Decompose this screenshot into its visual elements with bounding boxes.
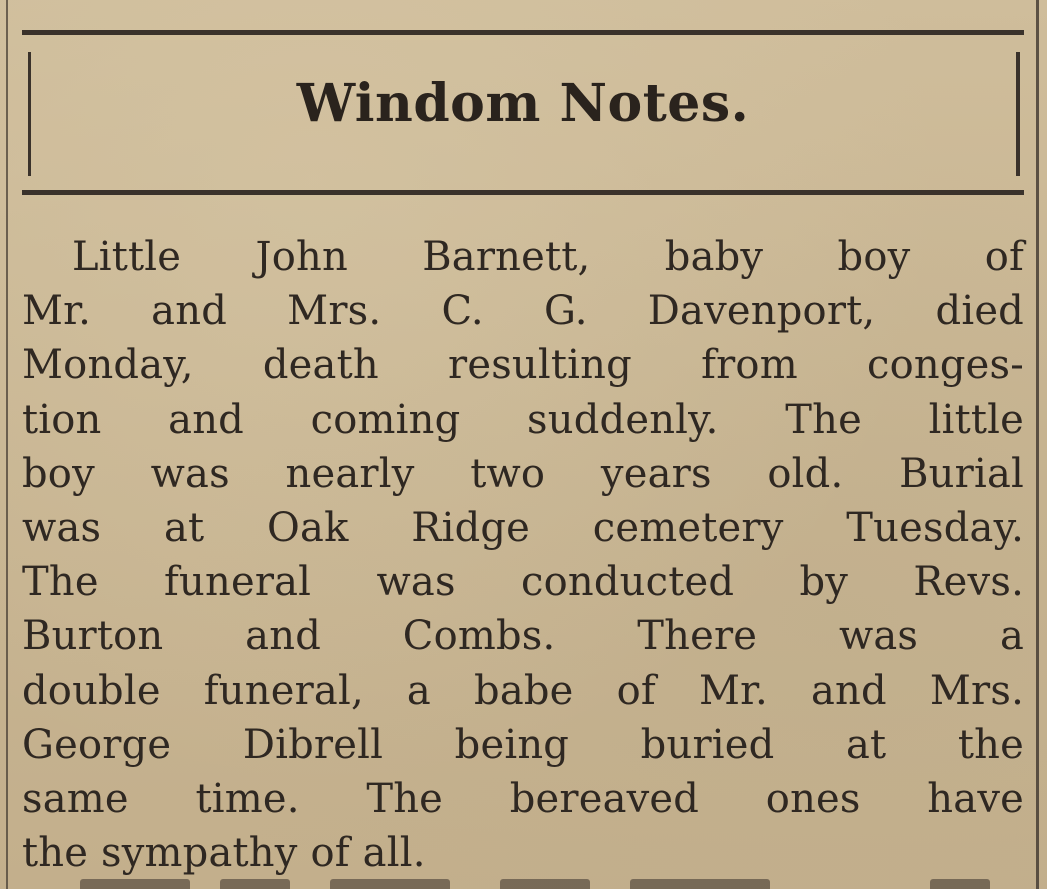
- headline-box: [22, 30, 1024, 196]
- article-line: George Dibrell being buried at the: [22, 721, 1024, 768]
- article-line: the sympathy of all.: [22, 830, 426, 877]
- article-line: Monday, death resulting from conges-: [22, 342, 1024, 389]
- article-line: was at Oak Ridge cemetery Tuesday.: [22, 504, 1024, 551]
- headline: Windom Notes.: [296, 73, 750, 134]
- column-rule-left: [6, 0, 8, 889]
- headline-rule-bottom: [22, 190, 1024, 195]
- article-body: [22, 230, 1024, 880]
- article-line: double funeral, a babe of Mr. and Mrs.: [22, 667, 1024, 714]
- article-line: Burton and Combs. There was a: [22, 613, 1024, 660]
- article-line: Mr. and Mrs. C. G. Davenport, died: [22, 288, 1024, 335]
- article-line: same time. The bereaved ones have: [22, 775, 1024, 822]
- column-rule-right: [1036, 0, 1039, 889]
- headline-rule-top: [22, 30, 1024, 35]
- article-line: boy was nearly two years old. Burial: [22, 450, 1024, 497]
- next-paragraph-cutoff: [30, 876, 1020, 889]
- article-line: Little John Barnett, baby boy of: [72, 234, 1024, 280]
- article-line: The funeral was conducted by Revs.: [22, 559, 1024, 606]
- article-line: tion and coming suddenly. The little: [22, 396, 1024, 443]
